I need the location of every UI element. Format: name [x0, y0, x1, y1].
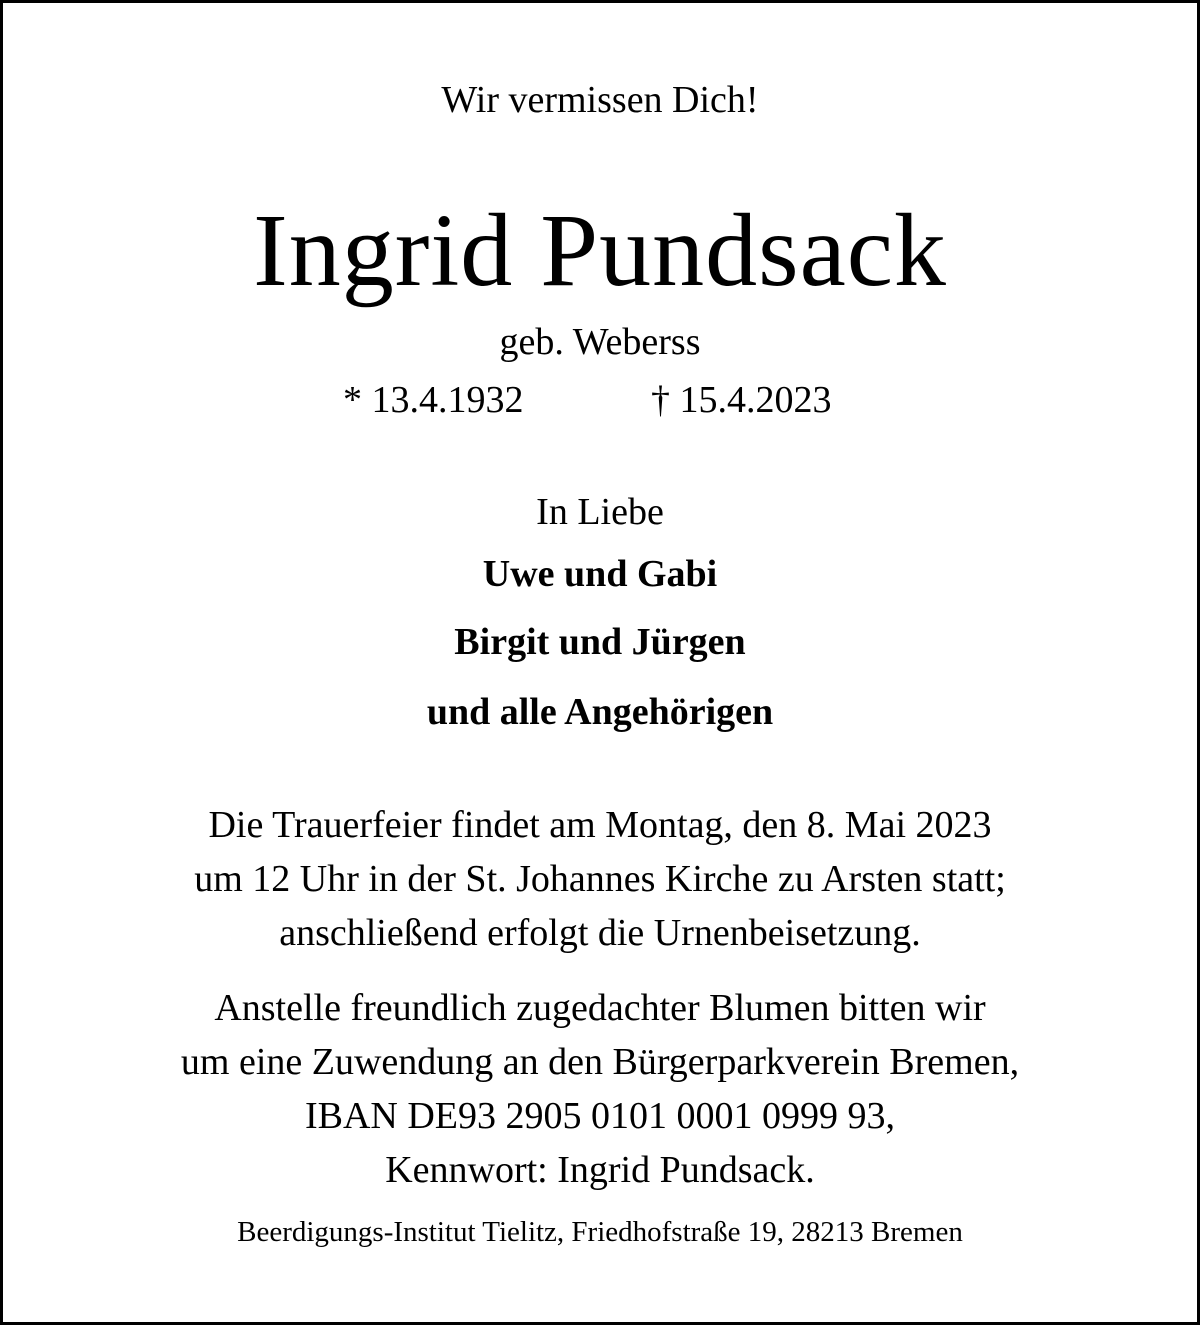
death-date: † 15.4.2023	[651, 379, 832, 421]
birth-date: * 13.4.1932	[343, 379, 524, 421]
donation-line: um eine Zuwendung an den Bürgerparkverein Bremen,	[180, 1041, 1020, 1083]
ceremony-line: Die Trauerfeier findet am Montag, den 8. Mai 2023	[208, 804, 992, 846]
ceremony-line: anschließend erfolgt die Urnenbeisetzung.	[279, 912, 921, 954]
donation-line: Anstelle freundlich zugedachter Blumen bitten wir	[214, 987, 986, 1029]
maiden-name: geb. Weberss	[499, 321, 701, 363]
ceremony-line: um 12 Uhr in der St. Johannes Kirche zu Arsten statt;	[194, 858, 1006, 900]
deceased-name: Ingrid Pundsack	[253, 193, 947, 308]
funeral-home-footer: Beerdigungs-Institut Tielitz, Friedhofstraße 19, 28213 Bremen	[237, 1216, 963, 1248]
family-line: Uwe und Gabi	[482, 553, 718, 595]
family-line: Birgit und Jürgen	[454, 621, 746, 663]
donation-line: Kennwort: Ingrid Pundsack.	[385, 1149, 815, 1191]
in-love-line: In Liebe	[536, 491, 664, 533]
life-dates	[3, 381, 1197, 423]
donation-line: IBAN DE93 2905 0101 0001 0999 93,	[304, 1095, 896, 1137]
headline: Wir vermissen Dich!	[441, 79, 759, 121]
family-line: und alle Angehörigen	[426, 691, 774, 733]
